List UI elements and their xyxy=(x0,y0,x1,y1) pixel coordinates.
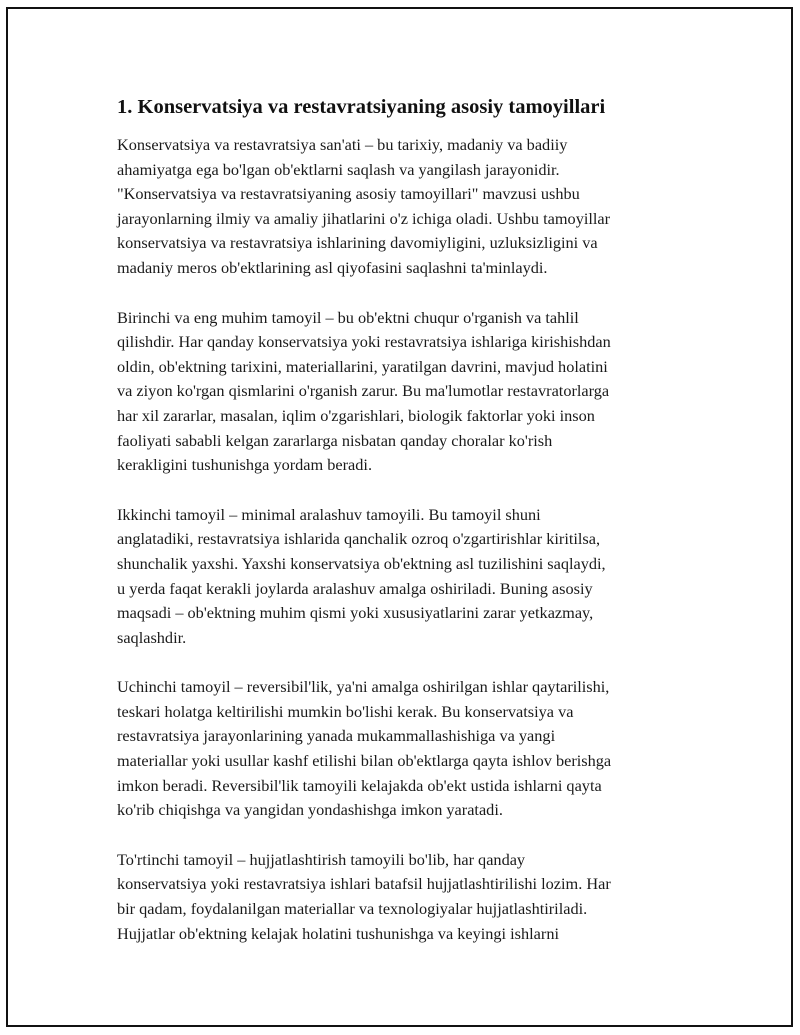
paragraph-third-principle xyxy=(117,675,697,823)
text-line: bir qadam, foydalanilgan materiallar va texnologiyalar hujjatlashtiriladi. xyxy=(117,899,588,919)
document-body xyxy=(117,93,697,971)
text-line: restavratsiya jarayonlarining yanada mukammallashishiga va yangi xyxy=(117,726,556,746)
text-line: oldin, ob'ektning tarixini, materiallarini, yaratilgan davrini, mavjud holatini xyxy=(117,356,608,376)
text-line: ahamiyatga ega bo'lgan ob'ektlarni saqlash va yangilash jarayonidir. xyxy=(117,159,560,179)
text-line: imkon beradi. Reversibil'lik tamoyili kelajakda ob'ekt ustida ishlarni qayta xyxy=(117,775,602,795)
text-line: To'rtinchi tamoyil – hujjatlashtirish tamoyili bo'lib, har qanday xyxy=(117,849,526,869)
text-line: va ziyon ko'rgan qismlarini o'rganish zarur. Bu ma'lumotlar restavratorlarga xyxy=(117,381,610,401)
paragraph-fourth-principle xyxy=(117,848,697,946)
text-line: konservatsiya yoki restavratsiya ishlari batafsil hujjatlashtirilishi lozim. Har xyxy=(117,874,611,894)
section-title: 1. Konservatsiya va restavratsiyaning asosiy tamoyillari xyxy=(117,96,606,118)
text-line: qilishdir. Har qanday konservatsiya yoki restavratsiya ishlariga kirishishdan xyxy=(117,332,611,352)
text-line: har xil zararlar, masalan, iqlim o'zgarishlari, biologik faktorlar yoki inson xyxy=(117,405,595,425)
paragraph-intro xyxy=(117,133,697,281)
text-line: Konservatsiya va restavratsiya san'ati – bu tarixiy, madaniy va badiiy xyxy=(117,135,568,154)
text-line: Birinchi va eng muhim tamoyil – bu ob'ektni chuqur o'rganish va tahlil xyxy=(117,307,579,327)
text-line: Hujjatlar ob'ektning kelajak holatini tushunishga va keyingi ishlarni xyxy=(117,923,559,943)
text-line: konservatsiya va restavratsiya ishlarining davomiyligini, uzluksizligini va xyxy=(117,233,598,253)
text-line: "Konservatsiya va restavratsiyaning asosiy tamoyillari" mavzusi ushbu xyxy=(117,184,580,204)
paragraph-second-principle xyxy=(117,503,697,651)
text-line: materiallar yoki usullar kashf etilishi bilan ob'ektlarga qayta ishlov berishga xyxy=(117,751,612,771)
text-line: madaniy meros ob'ektlarining asl qiyofasini saqlashni ta'minlaydi. xyxy=(117,257,548,277)
text-line: anglatadiki, restavratsiya ishlarida qanchalik ozroq o'zgartirishlar kiritilsa, xyxy=(117,529,601,549)
text-line: jarayonlarning ilmiy va amaliy jihatlarini o'z ichiga oladi. Ushbu tamoyillar xyxy=(117,208,611,228)
text-line: Uchinchi tamoyil – reversibil'lik, ya'ni amalga oshirilgan ishlar qaytarilishi, xyxy=(117,677,610,697)
text-line: ko'rib chiqishga va yangidan yondashishga imkon yaratadi. xyxy=(117,800,503,820)
text-line: u yerda faqat kerakli joylarda aralashuv amalga oshiriladi. Buning asosiy xyxy=(117,578,593,598)
text-line: kerakligini tushunishga yordam beradi. xyxy=(117,455,373,475)
text-line: saqlashdir. xyxy=(117,627,187,647)
paragraph-first-principle xyxy=(117,306,697,478)
text-line: shunchalik yaxshi. Yaxshi konservatsiya ob'ektning asl tuzilishini saqlaydi, xyxy=(117,553,606,573)
text-line: teskari holatga keltirilishi mumkin bo'lishi kerak. Bu konservatsiya va xyxy=(117,701,574,721)
text-line: maqsadi – ob'ektning muhim qismi yoki xususiyatlarini zarar yetkazmay, xyxy=(117,603,594,623)
text-line: Ikkinchi tamoyil – minimal aralashuv tamoyili. Bu tamoyil shuni xyxy=(117,504,541,524)
text-line: faoliyati sababli kelgan zararlarga nisbatan qanday choralar ko'rish xyxy=(117,430,553,450)
